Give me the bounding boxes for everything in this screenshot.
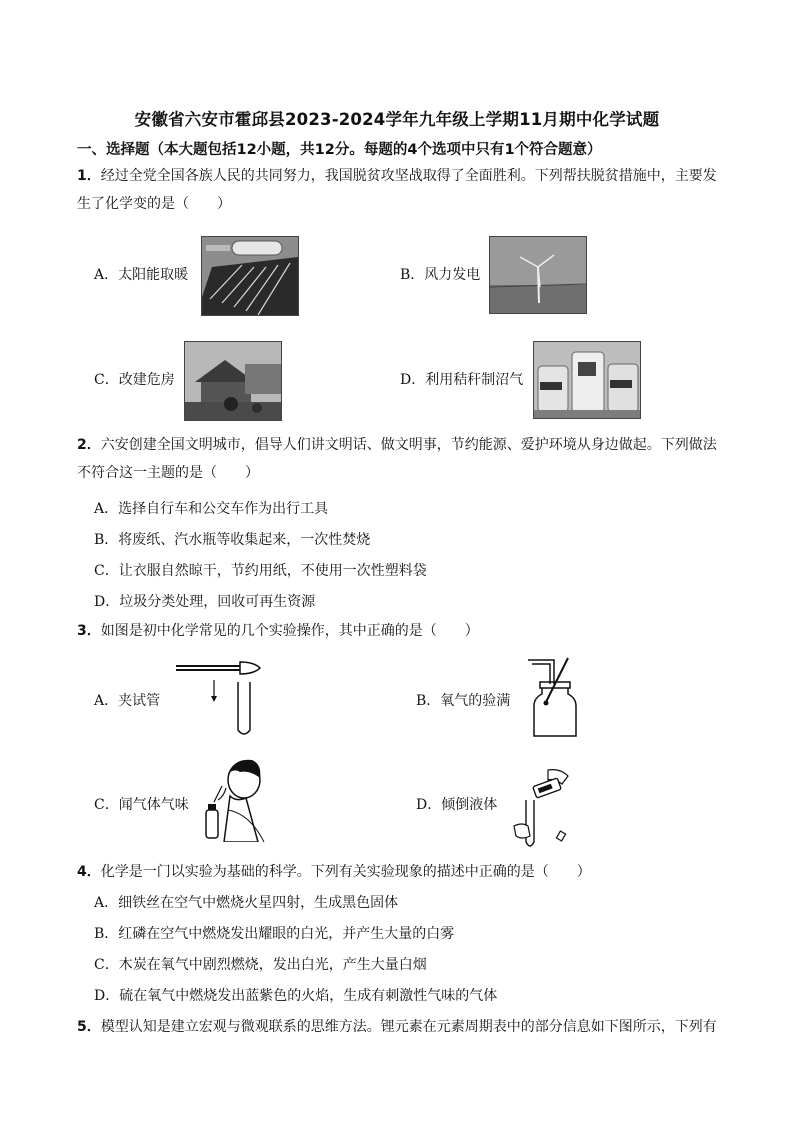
question-text: 模型认知是建立宏观与微观联系的思维方法。锂元素在元素周期表中的部分信息如下图所示，下列有 [100, 1019, 717, 1035]
pour-liquid-diagram [508, 764, 576, 852]
question-2 [77, 431, 741, 487]
oxygen-test-diagram [518, 654, 590, 740]
question-number: 3． [77, 623, 101, 639]
question-text-cont: 生了化学变的是（ ） [77, 196, 231, 212]
question-number: 2． [77, 437, 101, 453]
option-b[interactable]: B．将废纸、汽水瓶等收集起来，一次性焚烧 [94, 532, 371, 548]
solar-heater-photo [201, 236, 299, 316]
question-text-cont: 不符合这一主题的是（ ） [77, 465, 259, 481]
question-5 [77, 1013, 741, 1041]
question-number: 4． [77, 864, 101, 880]
question-text: 经过全党全国各族人民的共同努力，我国脱贫攻坚战取得了全面胜利。下列帮扶脱贫措施中，主要发 [100, 168, 717, 184]
question-number: 1． [77, 168, 101, 184]
option-c[interactable]: C．改建危房 [94, 372, 175, 388]
question-3 [77, 617, 741, 645]
question-text: 如图是初中化学常见的几个实验操作，其中正确的是（ ） [100, 623, 479, 639]
option-b[interactable]: B．红磷在空气中燃烧发出耀眼的白光，并产生大量的白雾 [94, 926, 455, 942]
option-a[interactable]: A．夹试管 [94, 693, 161, 709]
wind-turbine-photo [489, 236, 587, 314]
question-text: 六安创建全国文明城市，倡导人们讲文明话、做文明事，节约能源、爱护环境从身边做起。下列做法 [100, 437, 717, 453]
option-c[interactable]: C．让衣服自然晾干，节约用纸，不使用一次性塑料袋 [94, 563, 427, 579]
option-d[interactable]: D．利用秸秆制沼气 [400, 372, 524, 388]
biogas-tank-photo [533, 341, 641, 419]
smell-gas-diagram [200, 756, 274, 842]
question-4 [77, 858, 741, 886]
option-a[interactable]: A．细铁丝在空气中燃烧火星四射，生成黑色固体 [94, 895, 399, 911]
test-tube-clamp-diagram [170, 656, 270, 738]
option-d[interactable]: D．垃圾分类处理，回收可再生资源 [94, 594, 316, 610]
page-title: 安徽省六安市霍邱县2023-2024学年九年级上学期11月期中化学试题 [134, 110, 660, 129]
option-b[interactable]: B．风力发电 [400, 267, 481, 283]
option-d[interactable]: D．硫在氧气中燃烧发出蓝紫色的火焰，生成有刺激性气味的气体 [94, 988, 498, 1004]
house-rebuild-photo [184, 341, 282, 421]
question-1 [77, 162, 741, 218]
option-c[interactable]: C．木炭在氧气中剧烈燃烧，发出白光，产生大量白烟 [94, 957, 427, 973]
option-b[interactable]: B．氧气的验满 [416, 693, 511, 709]
option-c[interactable]: C．闻气体气味 [94, 797, 189, 813]
question-text: 化学是一门以实验为基础的科学。下列有关实验现象的描述中正确的是（ ） [100, 864, 591, 880]
question-number: 5． [77, 1019, 101, 1035]
option-a[interactable]: A．选择自行车和公交车作为出行工具 [94, 501, 329, 517]
option-a[interactable]: A．太阳能取暖 [94, 267, 189, 283]
section-heading: 一、选择题（本大题包括12小题，共12分。每题的4个选项中只有1个符合题意） [77, 142, 602, 158]
option-d[interactable]: D．倾倒液体 [416, 797, 498, 813]
